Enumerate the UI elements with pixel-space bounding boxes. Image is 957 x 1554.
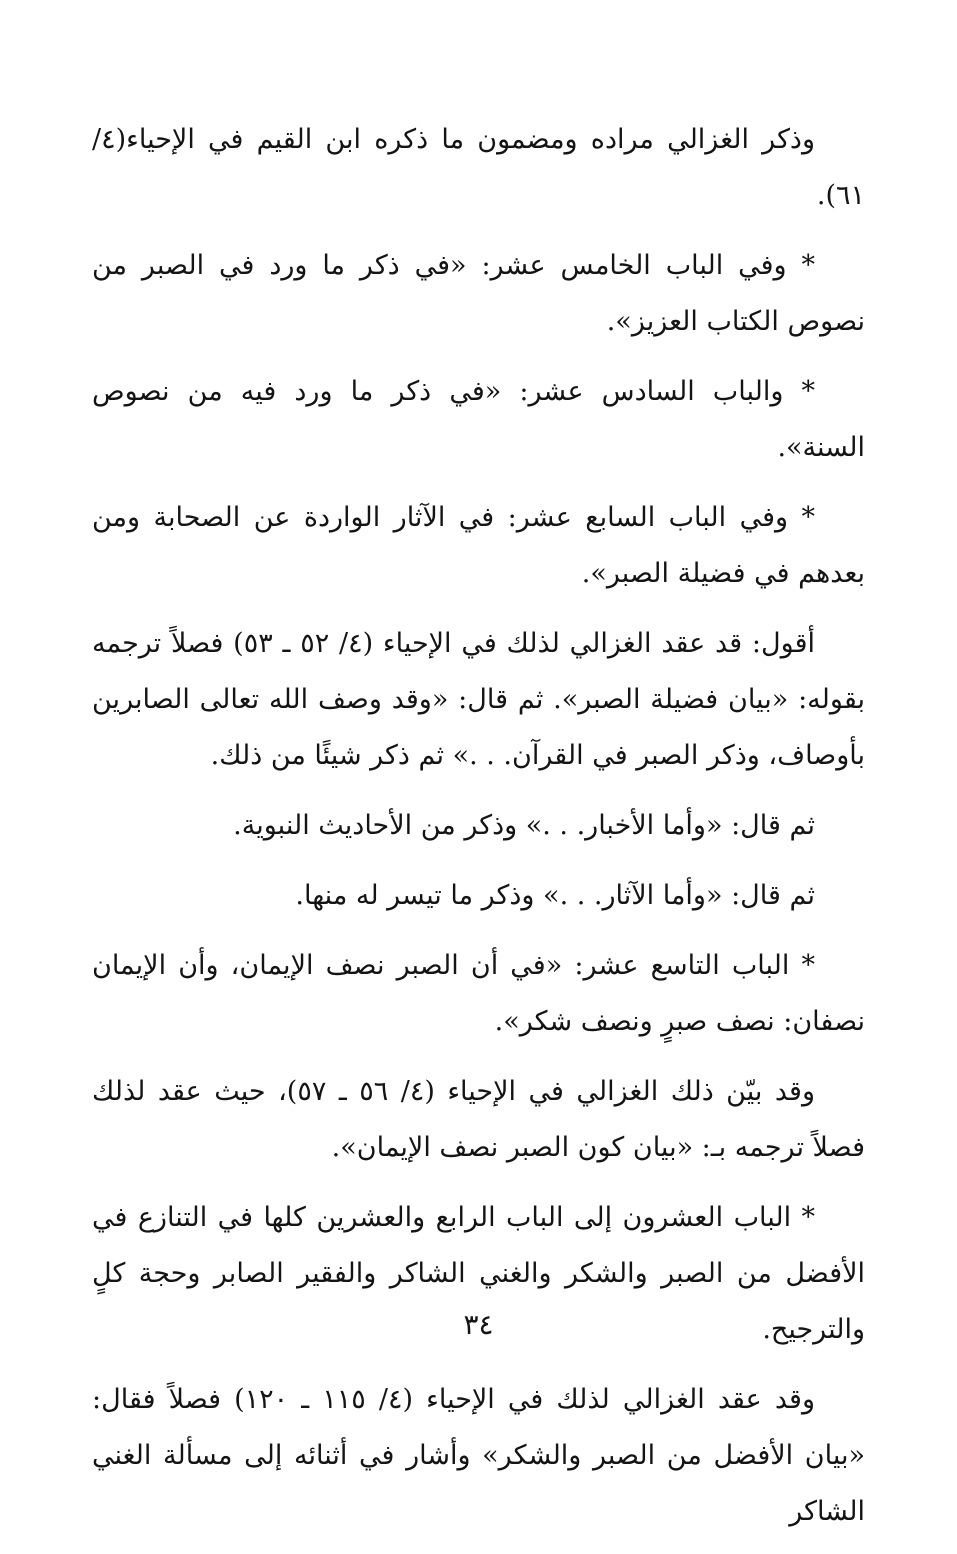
page-number: ٣٤ bbox=[463, 1308, 494, 1341]
paragraph: * والباب السادس عشر: «في ذكر ما ورد فيه من نصوص السنة». bbox=[92, 376, 865, 463]
paragraph: أقول: قد عقد الغزالي لذلك في الإحياء (٤/ ٥٢ ـ ٥٣) فصلاً ترجمه بقوله: «بيان فضيلة الصبر». ثم قال: «وقد وصف الله تعالى الصابرين بأوصاف، وذكر الصبر في القرآن. . .» ثم ذكر شيئًا من ذلك. bbox=[92, 628, 865, 771]
paragraph: وقد عقد الغزالي لذلك في الإحياء (٤/ ١١٥ ـ ١٢٠) فصلاً فقال: «بيان الأفضل من الصبر والشكر» وأشار في أثنائه إلى مسألة الغني الشاكر bbox=[92, 1384, 865, 1527]
paragraph: * وفي الباب الخامس عشر: «في ذكر ما ورد في الصبر من نصوص الكتاب العزيز». bbox=[92, 250, 865, 337]
paragraph: * الباب التاسع عشر: «في أن الصبر نصف الإيمان، وأن الإيمان نصفان: نصف صبرٍ ونصف شكر». bbox=[92, 950, 865, 1037]
paragraph: وقد بيّن ذلك الغزالي في الإحياء (٤/ ٥٦ ـ ٥٧)، حيث عقد لذلك فصلاً ترجمه بـ: «بيان كون الصبر نصف الإيمان». bbox=[92, 1076, 865, 1163]
paragraph: ثم قال: «وأما الآثار. . .» وذكر ما تيسر له منها. bbox=[295, 880, 815, 911]
paragraph: ثم قال: «وأما الأخبار. . .» وذكر من الأحاديث النبوية. bbox=[233, 810, 815, 841]
paragraph: * الباب العشرون إلى الباب الرابع والعشرين كلها في التنازع في الأفضل من الصبر والشكر والغني الشاكر والفقير الصابر وحجة كلٍ والترجيح. bbox=[92, 1202, 865, 1345]
paragraph: وذكر الغزالي مراده ومضمون ما ذكره ابن القيم في الإحياء(٤/ ٦١). bbox=[92, 124, 865, 211]
paragraph: * وفي الباب السابع عشر: في الآثار الواردة عن الصحابة ومن بعدهم في فضيلة الصبر». bbox=[92, 502, 865, 589]
